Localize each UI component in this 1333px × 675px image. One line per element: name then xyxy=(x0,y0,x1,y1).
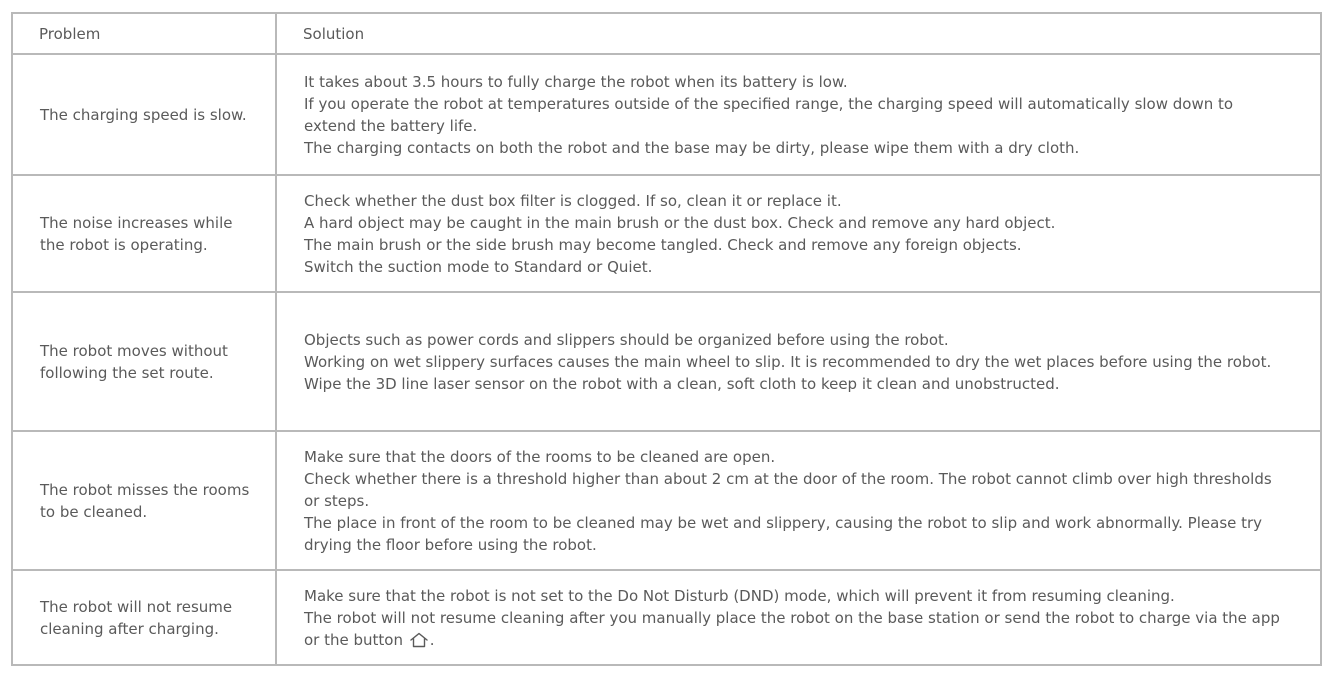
problem-cell: The charging speed is slow. xyxy=(12,54,276,175)
solution-line: A hard object may be caught in the main brush or the dust box. Check and remove any hard object. xyxy=(304,213,1056,232)
home-icon xyxy=(409,632,429,648)
solution-cell xyxy=(276,431,1321,570)
solution-suffix: . xyxy=(429,630,435,649)
solution-line: Make sure that the robot is not set to the Do Not Disturb (DND) mode, which will prevent it from resuming cleaning. xyxy=(304,586,1175,605)
table-row xyxy=(12,175,1321,292)
solution-line: The charging contacts on both the robot and the base may be dirty, please wipe them with a dry cloth. xyxy=(304,138,1080,157)
table-row xyxy=(12,54,1321,175)
problem-cell: The robot misses the rooms to be cleaned. xyxy=(12,431,276,570)
solution-line-with-icon xyxy=(304,607,1286,651)
problem-cell: The robot will not resume cleaning after charging. xyxy=(12,570,276,665)
solution-line: If you operate the robot at temperatures outside of the specified range, the charging speed will automatically slow down to extend the battery life. xyxy=(304,94,1234,135)
header-problem: Problem xyxy=(12,13,276,54)
table-row xyxy=(12,431,1321,570)
solution-line: Make sure that the doors of the rooms to be cleaned are open. xyxy=(304,447,776,466)
solution-line: Working on wet slippery surfaces causes the main wheel to slip. It is recommended to dry the wet places before using the robot. xyxy=(304,352,1272,371)
solution-cell xyxy=(276,292,1321,431)
solution-line: Check whether there is a threshold higher than about 2 cm at the door of the room. The robot cannot climb over high thresholds or steps. xyxy=(304,469,1272,510)
solution-line: Switch the suction mode to Standard or Quiet. xyxy=(304,257,653,276)
solution-line: The place in front of the room to be cleaned may be wet and slippery, causing the robot to slip and work abnormally. Please try drying the floor before using the robot. xyxy=(304,513,1263,554)
solution-line: Check whether the dust box filter is clogged. If so, clean it or replace it. xyxy=(304,191,842,210)
problem-cell: The noise increases while the robot is operating. xyxy=(12,175,276,292)
solution-cell xyxy=(276,570,1321,665)
header-solution: Solution xyxy=(276,13,1321,54)
solution-cell xyxy=(276,54,1321,175)
header-row xyxy=(12,13,1321,54)
solution-line: Wipe the 3D line laser sensor on the robot with a clean, soft cloth to keep it clean and unobstructed. xyxy=(304,374,1060,393)
problem-cell: The robot moves without following the set route. xyxy=(12,292,276,431)
solution-line: It takes about 3.5 hours to fully charge the robot when its battery is low. xyxy=(304,72,848,91)
troubleshooting-table xyxy=(11,12,1322,666)
solution-cell xyxy=(276,175,1321,292)
solution-line: The main brush or the side brush may become tangled. Check and remove any foreign objects. xyxy=(304,235,1022,254)
solution-line: Objects such as power cords and slippers should be organized before using the robot. xyxy=(304,330,949,349)
solution-text: The robot will not resume cleaning after you manually place the robot on the base station or send the robot to charge via the app or the button xyxy=(304,608,1280,649)
table-row xyxy=(12,292,1321,431)
table-row xyxy=(12,570,1321,665)
